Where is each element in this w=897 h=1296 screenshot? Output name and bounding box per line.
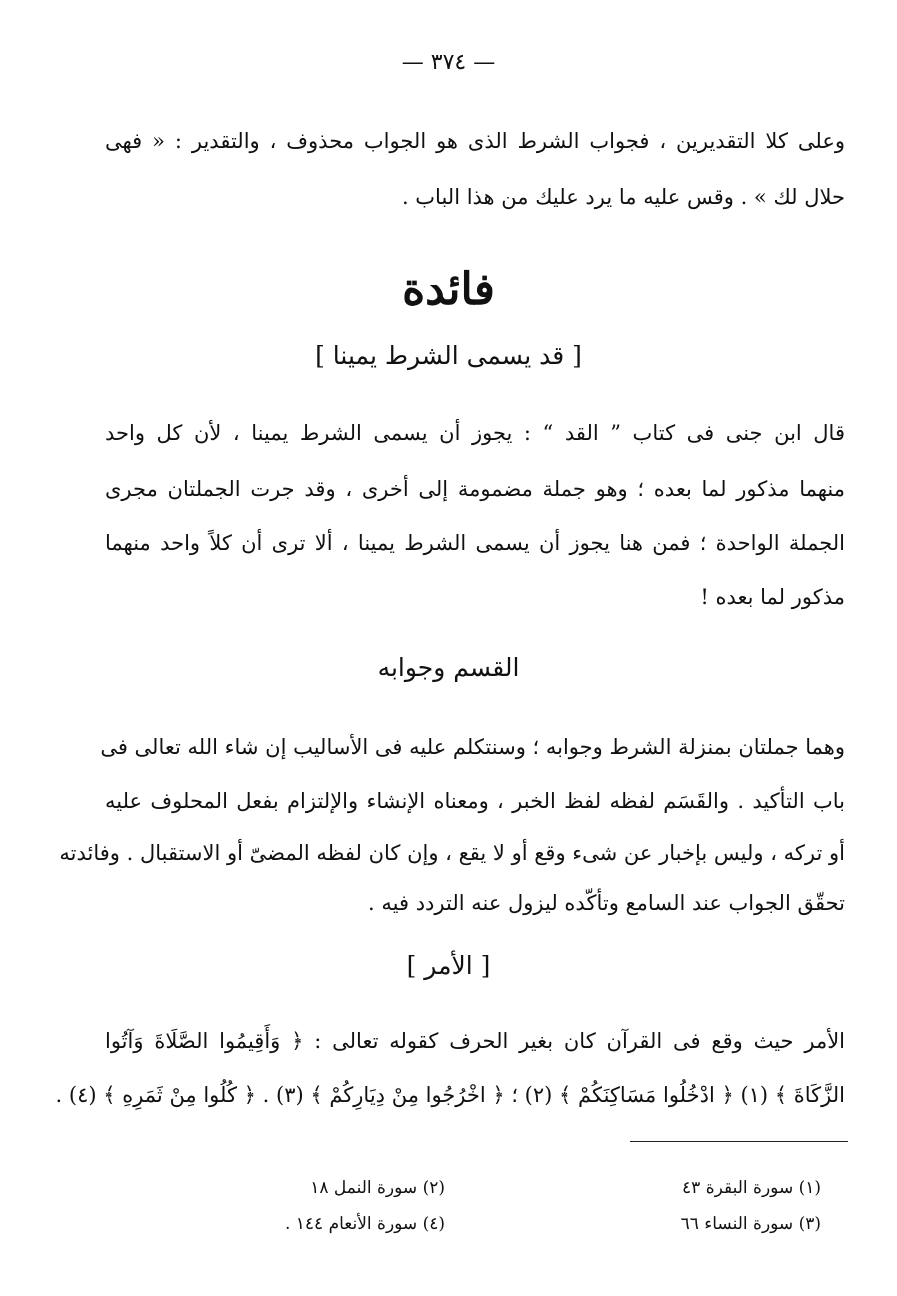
amr-line-2: الزَّكَاةَ ﴾ (١) ﴿ ادْخُلُوا مَسَاكِنَكُمْ ﴾ (٢) ؛ ﴿ اخْرُجُوا مِنْ دِيَارِكُمْ ﴾ (٣) . ﴿ كُلُوا مِنْ ثَمَرِهِ ﴾ (٤) . (55, 1083, 845, 1107)
faida-line-4: مذكور لما بعده ! (700, 585, 845, 609)
amr-line-1: الأمر حيث وقع فى القرآن كان بغير الحرف كقوله تعالى : ﴿ وَأَقِيمُوا الصَّلَاةَ وَآتُوا (105, 1029, 845, 1053)
section-subtitle: [ قد يسمى الشرط يمينا ] (315, 341, 582, 370)
qasam-line-3: أو تركه ، وليس بإخبار عن شىء وقع أو لا يقع ، وإن كان لفظه المضىّ أو الاستقبال . وفائدته (59, 841, 845, 865)
footnote-separator (630, 1141, 848, 1142)
faida-line-1: قال ابن جنى فى كتاب ” القد “ : يجوز أن يسمى الشرط يمينا ، لأن كل واحد (105, 421, 845, 445)
page-number: — ٣٧٤ — (401, 50, 496, 75)
section-title-qasam: القسم وجوابه (377, 653, 520, 682)
intro-line-2: حلال لك » . وقس عليه ما يرد عليك من هذا الباب . (401, 185, 845, 209)
faida-line-2: منهما مذكور لما بعده ؛ وهو جملة مضمومة إلى أخرى ، وقد جرت الجملتان مجرى (105, 477, 845, 501)
footnote-3: (٣) سورة النساء ٦٦ (680, 1214, 821, 1234)
section-title-amr: [ الأمر ] (406, 951, 491, 980)
footnote-1: (١) سورة البقرة ٤٣ (682, 1178, 821, 1198)
section-title-faida: فائدة (402, 264, 495, 315)
qasam-line-2: باب التأكيد . والقَسَم لفظه لفظ الخبر ، ومعناه الإنشاء والإلتزام بفعل المحلوف عليه (105, 789, 845, 813)
qasam-line-1: وهما جملتان بمنزلة الشرط وجوابه ؛ وسنتكلم عليه فى الأساليب إن شاء الله تعالى فى (100, 735, 845, 759)
footnote-2: (٢) سورة النمل ١٨ (310, 1178, 445, 1198)
qasam-line-4: تحقّق الجواب عند السامع وتأكّده ليزول عنه التردد فيه . (368, 891, 845, 915)
intro-line-1: وعلى كلا التقديرين ، فجواب الشرط الذى هو الجواب محذوف ، والتقدير : « فهى (105, 129, 845, 153)
faida-line-3: الجملة الواحدة ؛ فمن هنا يجوز أن يسمى الشرط يمينا ، ألا ترى أن كلاً واحد منهما (105, 531, 845, 555)
footnote-4: (٤) سورة الأنعام ١٤٤ . (284, 1214, 445, 1234)
